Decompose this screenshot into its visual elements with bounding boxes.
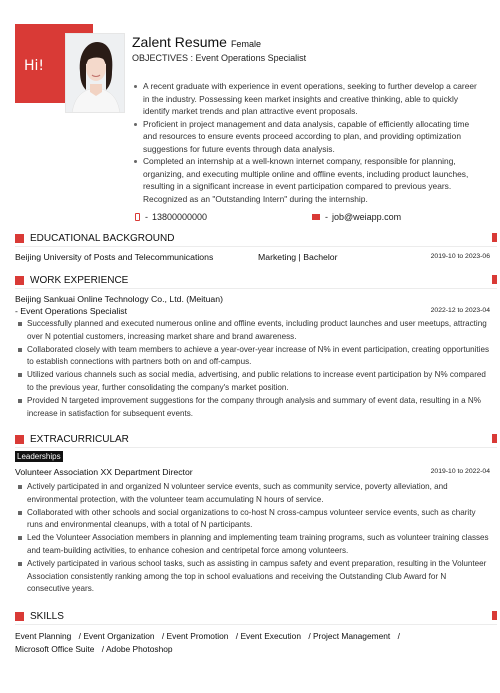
extra-item: Collaborated with other schools and social organizations to co-host N cross-campus volunteer service events, such as charity runs and environmental cleanups, with a total of N participants. (15, 507, 490, 533)
section-title-work (15, 275, 128, 286)
section-divider (15, 246, 497, 247)
section-title-extracurricular (15, 434, 129, 445)
company-row (15, 294, 490, 304)
section-marker (15, 612, 24, 621)
role-title: - Event Operations Specialist (15, 306, 128, 316)
skill-item: Event Planning (15, 631, 72, 641)
section-title-skills (15, 611, 64, 622)
gender-text: Female (230, 39, 261, 49)
major-degree: Marketing | Bachelor (258, 252, 338, 262)
objective-line (132, 53, 306, 63)
org-row (15, 467, 490, 477)
summary-item: Proficient in project management and data analysis, capable of efficiently allocating time and resources to ensure events proceed according to plan, and providing optimization suggestions for future events through data analysis. (132, 118, 484, 156)
section-title-text: EDUCATIONAL BACKGROUND (30, 233, 175, 244)
objective-value: Event Operations Specialist (195, 53, 307, 63)
leaderships-tag: Leaderships (17, 452, 61, 461)
extra-bullets (15, 481, 490, 596)
role-row (15, 306, 490, 316)
summary-item: Completed an internship at a well-known internet company, responsible for planning, organizing, and executing multiple online and offline events, including product launches, resulting in a significant increase in event participation compared to previous years. Recognized as an "Outstanding Intern" during the internship. (132, 155, 484, 205)
skill-item: / Adobe Photoshop (101, 644, 173, 654)
objectives-label: OBJECTIVES : (132, 53, 194, 63)
section-marker (15, 234, 24, 243)
extra-date: 2019-10 to 2022-04 (430, 468, 490, 475)
skill-item: / Event Organization (78, 631, 155, 641)
section-title-text: SKILLS (30, 611, 64, 622)
work-item: Successfully planned and executed numerous online and offline events, including product launches and user meetups, attracting over N potential customers, increasing market share and brand awareness. (15, 318, 490, 344)
education-date: 2019-10 to 2023-06 (430, 253, 490, 260)
email-separator: - (325, 212, 328, 222)
email-icon (312, 214, 320, 220)
skill-item: / (397, 631, 400, 641)
extra-item: Actively participated in various school tasks, such as assisting in campus safety and event preparation, resulting in the Volunteer Association consistently ranking among the top in school evaluations and receiving the Outstanding Club Award for N consecutive years. (15, 558, 490, 596)
hi-greeting: Hi! (24, 58, 45, 74)
contact-email (312, 212, 401, 222)
extra-item: Actively participated in and organized N volunteer service events, such as community service, poverty alleviation, and environmental protection, with the volunteer team accumulating N hours of service. (15, 481, 490, 507)
section-marker (15, 435, 24, 444)
section-divider (15, 624, 497, 625)
section-end-marker (492, 233, 497, 242)
phone-icon (135, 213, 140, 221)
email-address: job@weiapp.com (332, 212, 402, 222)
work-item: Provided N targeted improvement suggestions for the company through analysis and summary of event data, resulting in a N% increase in satisfaction for subsequent events. (15, 395, 490, 421)
summary-list (132, 80, 484, 205)
skill-item: / Event Execution (235, 631, 301, 641)
org-name: Volunteer Association XX Department Director (15, 467, 193, 477)
skills-list (15, 630, 485, 656)
skill-item: / Project Management (308, 631, 391, 641)
section-divider (15, 447, 497, 448)
extra-item: Led the Volunteer Association members in planning and implementing team training programs, such as volunteer training classes and team-building activities, to enhance cohesion and centripetal force among volunteers. (15, 532, 490, 558)
profile-photo-illustration (66, 34, 125, 113)
summary-item: A recent graduate with experience in event operations, seeking to further develop a career in the industry. Possessing keen market insights and creative thinking, able to quickly identify market trends and plan attractive event proposals. (132, 80, 484, 118)
section-marker (15, 276, 24, 285)
work-item: Collaborated closely with team members to achieve a year-over-year increase of N% in event participation, creating opportunities to establish connections with partners both on and off-campus. (15, 344, 490, 370)
section-title-text: WORK EXPERIENCE (30, 275, 129, 286)
resume-name (132, 34, 261, 50)
phone-number: 13800000000 (152, 212, 208, 222)
school-name: Beijing University of Posts and Telecommunications (15, 252, 214, 262)
section-title-education (15, 233, 174, 244)
skill-item: / Event Promotion (161, 631, 229, 641)
contact-phone (135, 212, 207, 222)
skill-item: Microsoft Office Suite (15, 644, 95, 654)
phone-separator: - (145, 212, 148, 222)
section-end-marker (492, 275, 497, 284)
work-bullets (15, 318, 490, 420)
section-end-marker (492, 611, 497, 620)
work-item: Utilized various channels such as social media, advertising, and public relations to increase event participation by N% compared to the previous year, further consolidating the company's market position. (15, 369, 490, 395)
section-divider (15, 288, 497, 289)
section-title-text: EXTRACURRICULAR (30, 434, 129, 445)
section-end-marker (492, 434, 497, 443)
profile-photo (65, 33, 125, 113)
work-date: 2022-12 to 2023-04 (430, 307, 490, 314)
education-row (15, 252, 490, 262)
name-text: Zalent Resume (132, 34, 227, 50)
company-name: Beijing Sankuai Online Technology Co., Ltd. (Meituan) (15, 294, 223, 304)
